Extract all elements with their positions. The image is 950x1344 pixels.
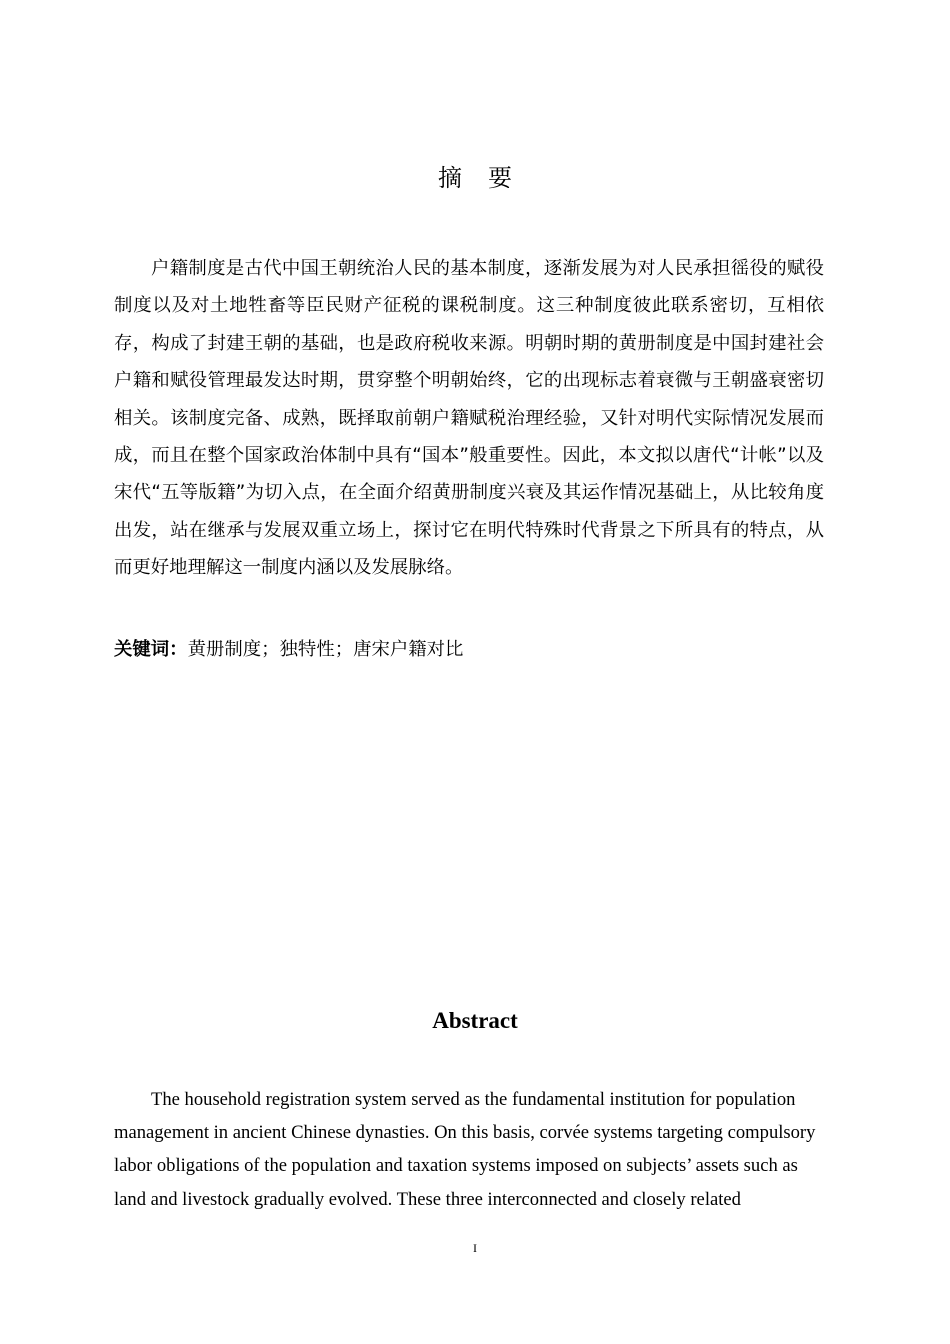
english-abstract-line: land and livestock gradually evolved. These three interconnected and closely related <box>114 1188 741 1210</box>
english-abstract-line: The household registration system served as the fundamental institution for population <box>151 1089 796 1110</box>
chinese-abstract-title: 摘要 <box>438 164 538 192</box>
english-abstract-body <box>114 1083 844 1216</box>
keywords-label: 关键词： <box>114 639 188 660</box>
english-abstract-line: management in ancient Chinese dynasties. On this basis, corvée systems targeting compulsory <box>114 1122 816 1144</box>
page-number: I <box>473 1241 477 1255</box>
keywords-values: 黄册制度；独特性；唐宋户籍对比 <box>187 639 464 660</box>
english-abstract-line: labor obligations of the population and taxation systems imposed on subjects’ assets such as <box>114 1155 798 1177</box>
chinese-keywords <box>114 633 824 667</box>
chinese-abstract-body: 户籍制度是古代中国王朝统治人民的基本制度，逐渐发展为对人民承担徭役的赋役制度以及对土地牲畜等臣民财产征税的课税制度。这三种制度彼此联系密切，互相依存，构成了封建王朝的基础，也是政府税收来源。明朝时期的黄册制度是中国封建社会户籍和赋役管理最发达时期，贯穿整个明朝始终，它的出现标志着衰微与王朝盛衰密切相关。该制度完备、成熟，既择取前朝户籍赋税治理经验，又针对明代实际情况发展而成，而且在整个国家政治体制中具有“国本”般重要性。因此，本文拟以唐代“计帐”以及宋代“五等版籍”为切入点，在全面介绍黄册制度兴衰及其运作情况基础上，从比较角度出发，站在继承与发展双重立场上，探讨它在明代特殊时代背景之下所具有的特点，从而更好地理解这一制度内涵以及发展脉络。 <box>114 258 824 579</box>
english-abstract-title: Abstract <box>432 1008 518 1033</box>
